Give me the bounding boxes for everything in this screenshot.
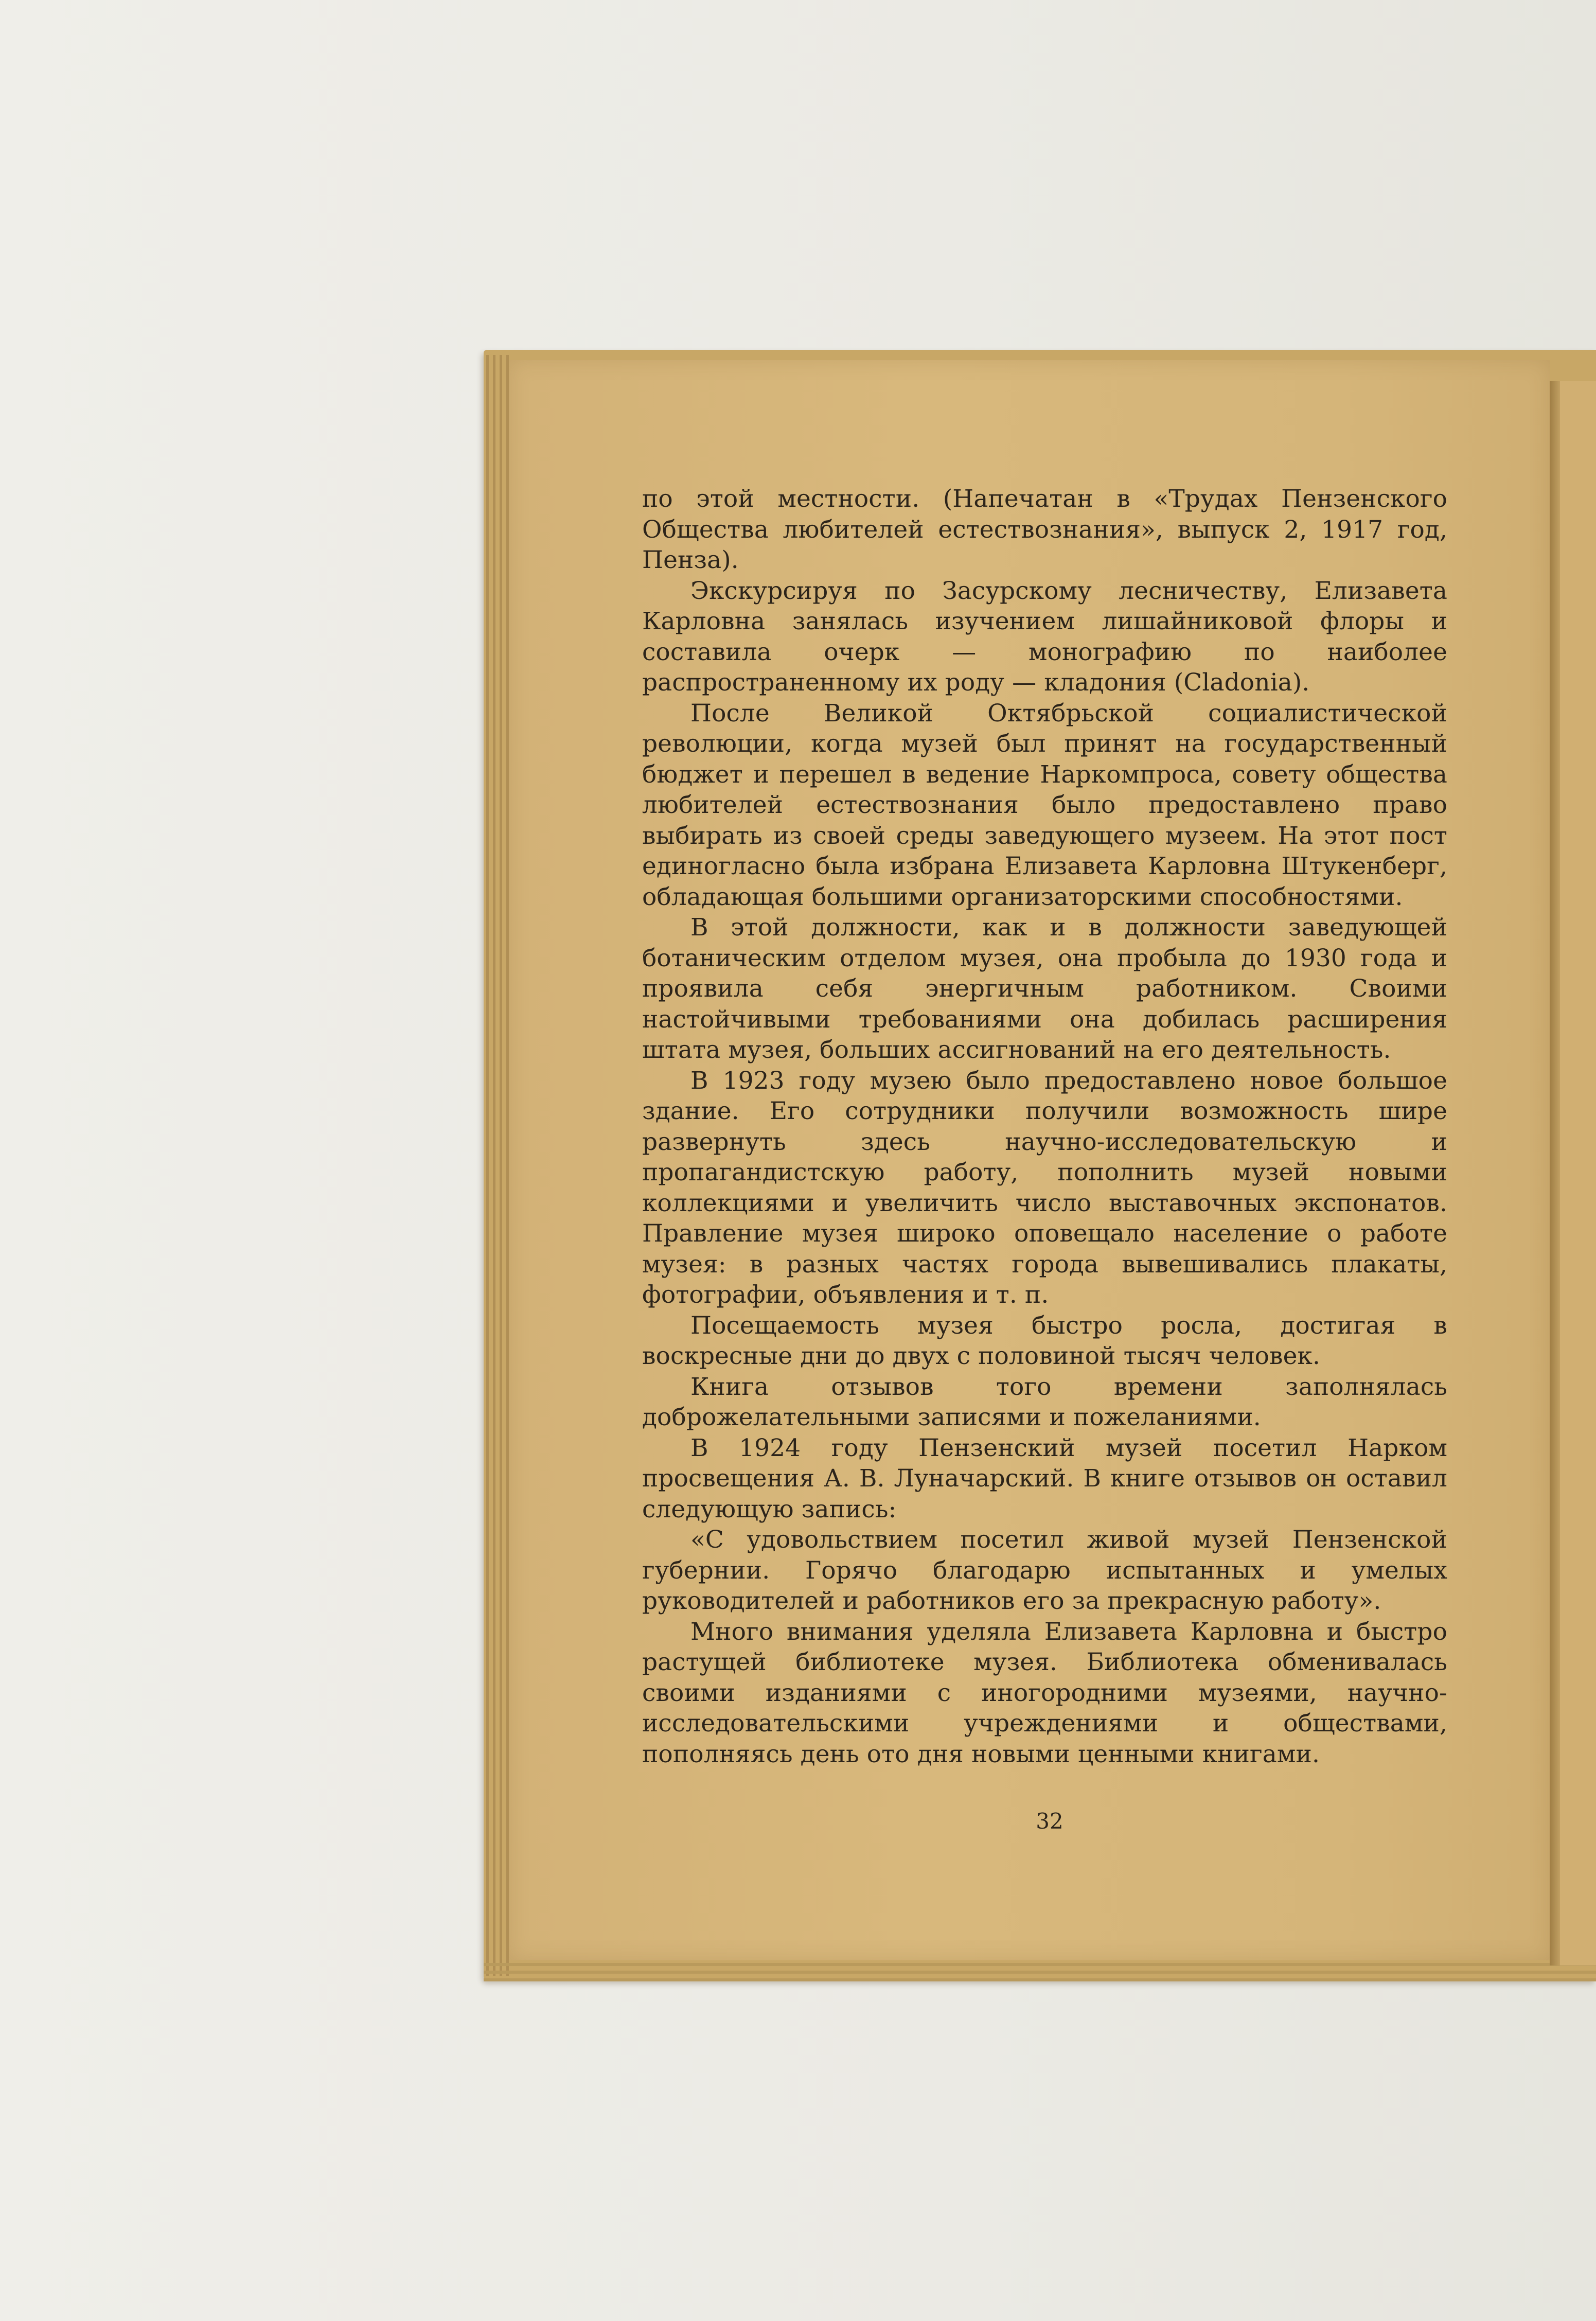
page-edge [484,1963,1596,1966]
page-edge [493,355,495,1976]
paragraph-6: Посещаемость музея быстро росла, достигая в воскресные дни до двух с половиной тысяч человек. [642,1311,1447,1370]
paragraph-8: В 1924 году Пензенский музей посетил Нарком просвещения А. В. Луначарский. В книге отзывов он оставил следующую запись: [642,1433,1447,1523]
page-edge [484,1978,1596,1981]
book-gutter [1550,381,1560,1965]
paragraph-10: Много внимания уделяла Елизавета Карловна и быстро растущей библиотеке музея. Библиотека обменивалась своими изданиями с иногородними музеями, научно-исследовательскими учреждениями и обществами, пополняясь день ото дня новыми ценными книгами. [642,1617,1447,1768]
page-text [642,484,1447,1769]
paragraph-4: В этой должности, как и в должности заведующей ботаническим отделом музея, она пробыла до 1930 года и проявила себя энергичным работником. Своими настойчивыми требованиями она добилась расширения штата музея, больших ассигнований на его деятельность. [642,913,1447,1064]
page-edge [484,1971,1596,1974]
facing-page-edge [1560,381,1596,1965]
paragraph-2: Экскурсируя по Засурскому лесничеству, Елизавета Карловна занялась изучением лишайниковой флоры и составила очерк — монографию по наиболее распространенному их роду — кладония (Cladonia). [642,576,1447,697]
page-number: 32 [1036,1809,1063,1834]
page-edge [486,355,489,1976]
paragraph-7: Книга отзывов того времени заполнялась доброжелательными записями и пожеланиями. [642,1372,1447,1431]
paragraph-5: В 1923 году музею было предоставлено новое большое здание. Его сотрудники получили возможность шире развернуть здесь научно-исследовательскую и пропагандистскую работу, пополнить музей новыми коллекциями и увеличить число выставочных экспонатов. Правление музея широко оповещало население о работе музея: в разных частях города вывешивались плакаты, фотографии, объявления и т. п. [642,1066,1447,1309]
page-edge [506,355,509,1976]
paragraph-1: по этой местности. (Напечатан в «Трудах Пензенского Общества любителей естествознания», выпуск 2, 1917 год, Пенза). [642,485,1447,574]
page-edge [500,355,502,1976]
paragraph-3: После Великой Октябрьской социалистической революции, когда музей был принят на государственный бюджет и перешел в ведение Наркомпроса, совету общества любителей естествознания было предоставлено право выбирать из своей среды заведующего музеем. На этот пост единогласно была избрана Елизавета Карловна Штукенберг, обладающая большими организаторскими способностями. [642,699,1447,911]
quote-paragraph: «С удовольствием посетил живой музей Пензенской губернии. Горячо благодарю испытанных и умелых руководителей и работников его за прекрасную работу». [642,1526,1447,1615]
